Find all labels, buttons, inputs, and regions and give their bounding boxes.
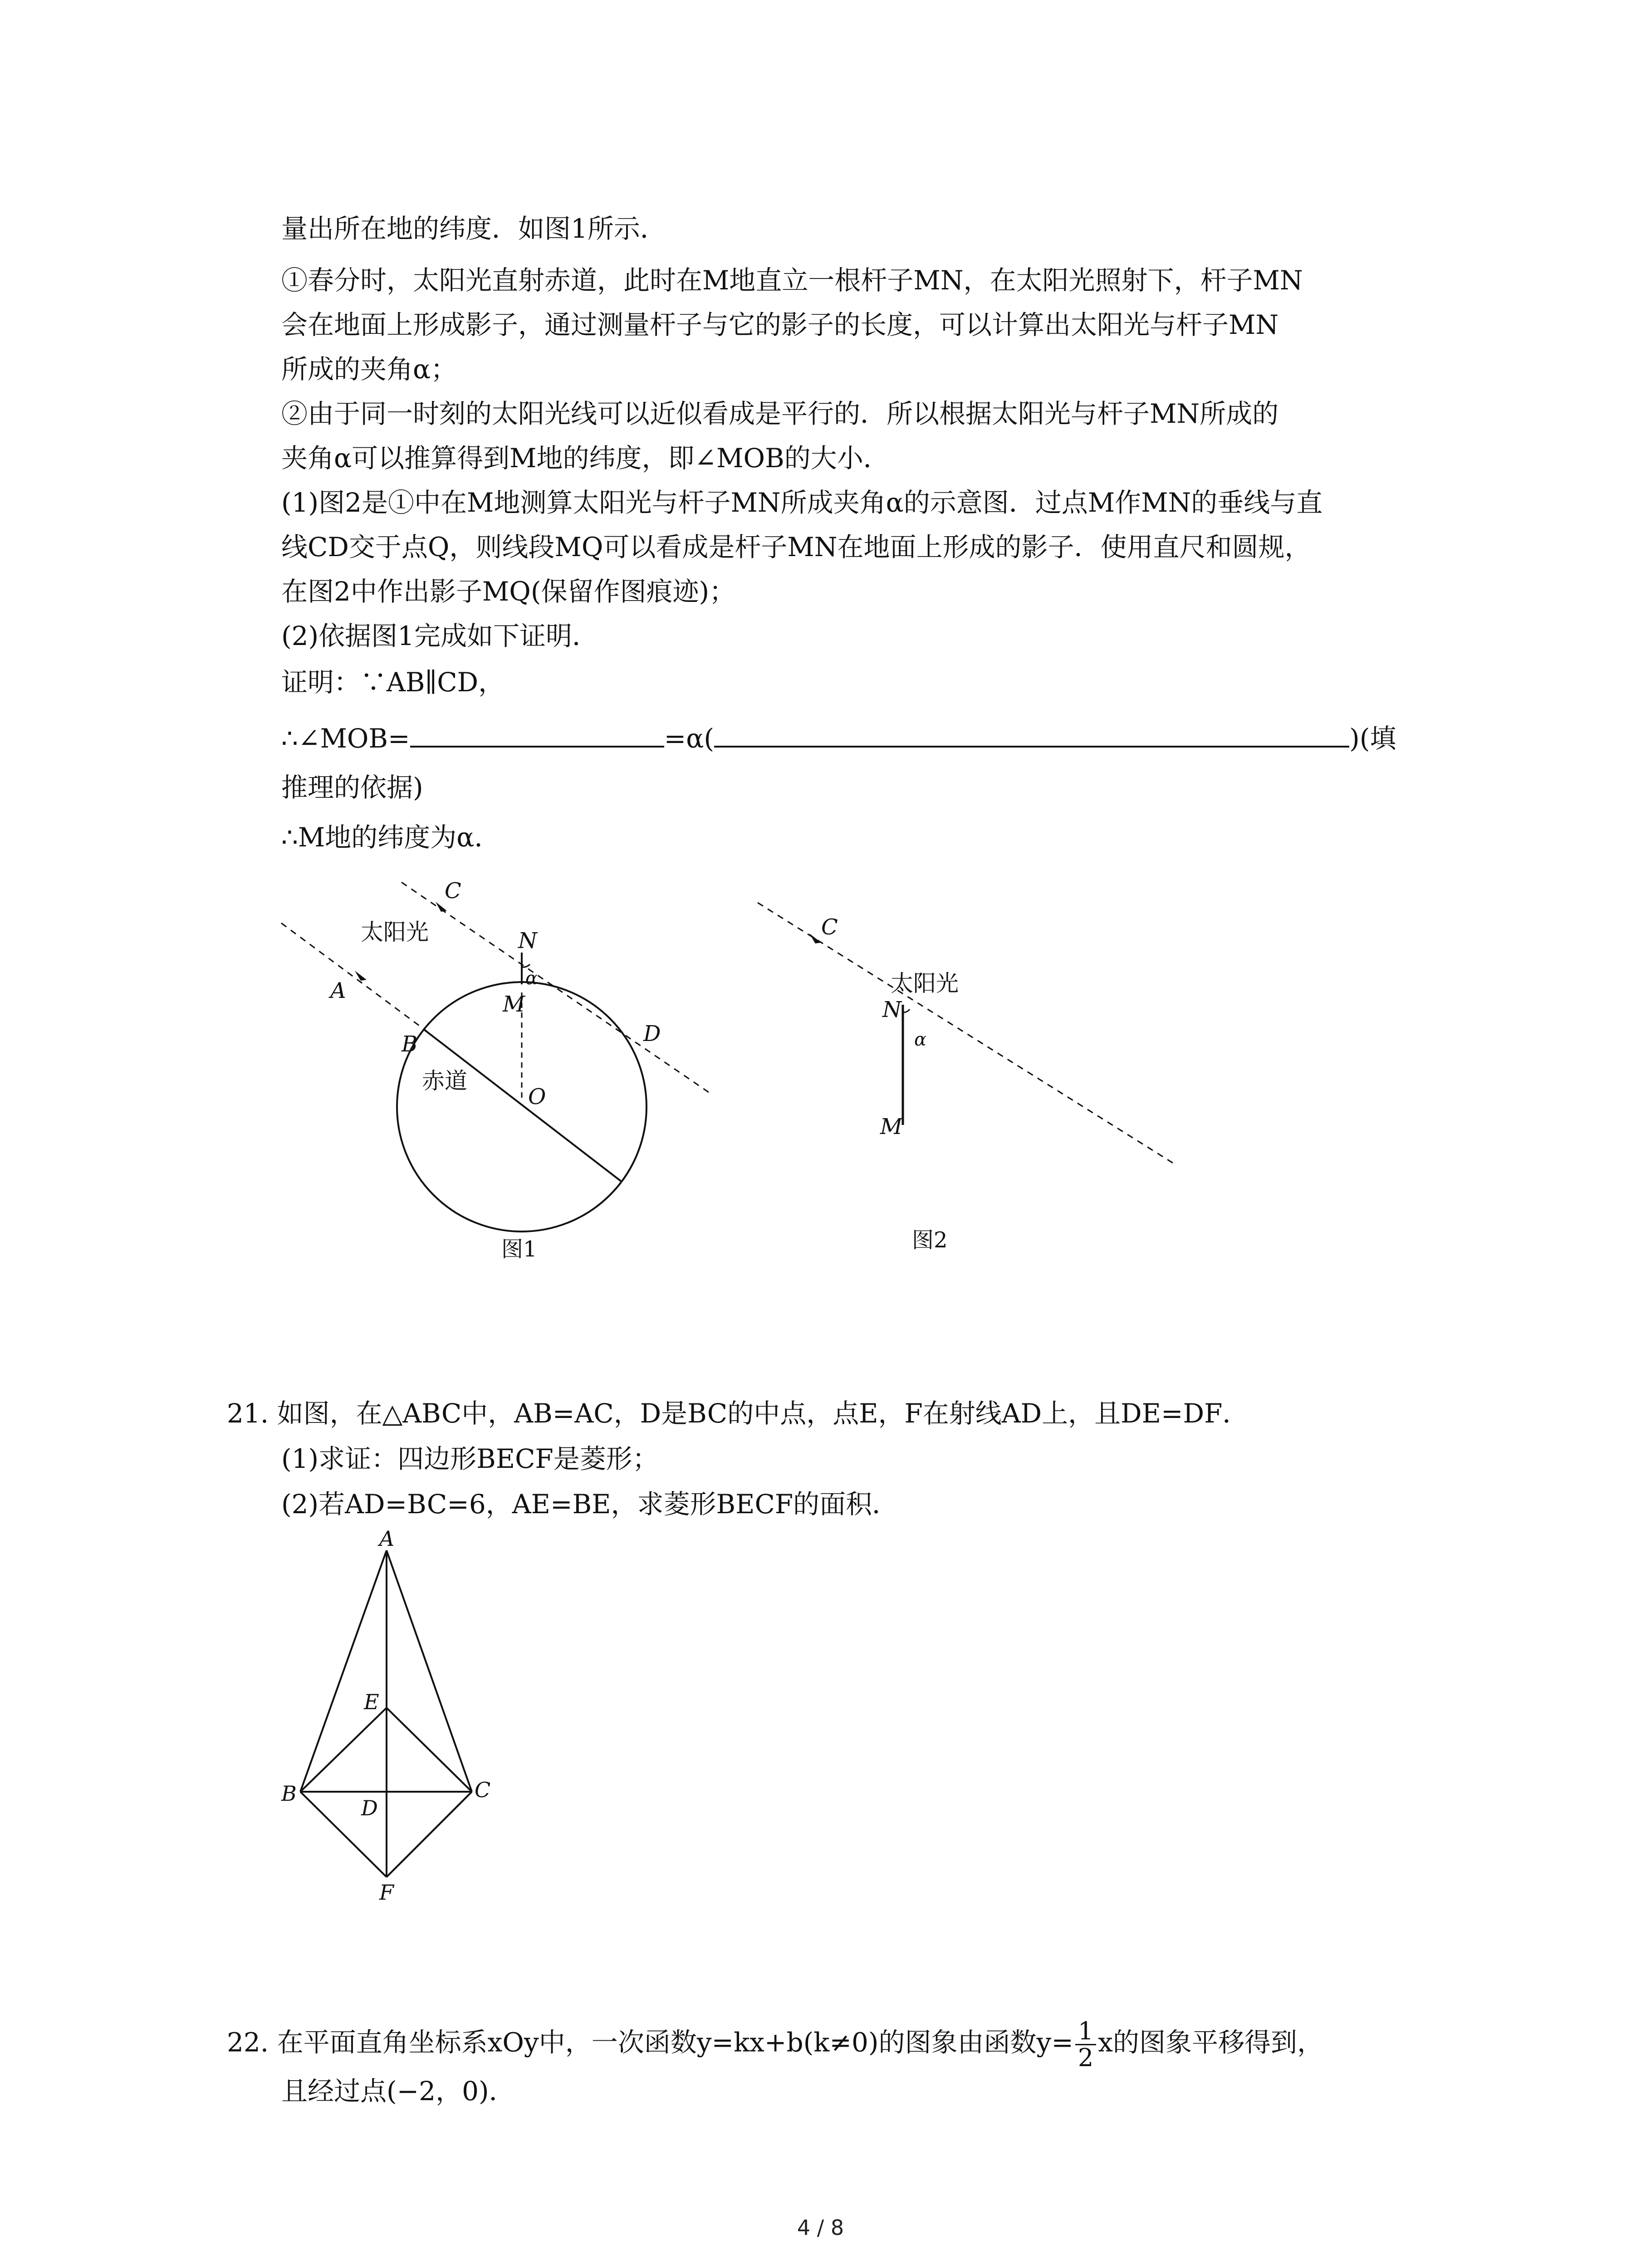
q20-part2: (2)依据图1完成如下证明． (281, 621, 599, 651)
q20-intro: 量出所在地的纬度．如图1所示． (281, 213, 666, 244)
proof-prefix: ∴∠MOB= (281, 723, 410, 754)
q20-proof-line1: 证明：∵AB∥CD， (281, 667, 505, 698)
sunlight-label: 太阳光 (361, 919, 429, 945)
proof-suffix: )(填 (1349, 723, 1396, 754)
label-c: C (821, 914, 838, 940)
label-c: C (475, 1778, 491, 1802)
fraction-one-half (1075, 2019, 1096, 2071)
label-b: B (281, 1781, 297, 1806)
arrow-a (355, 971, 367, 981)
label-o: O (528, 1084, 546, 1110)
q20-proof-line4: ∴M地的纬度为α． (281, 822, 501, 853)
answer-blank-1[interactable] (410, 720, 664, 748)
segment-be (300, 1708, 387, 1792)
sunlight-line (758, 903, 1177, 1166)
q21-line3: (2)若AD=BC=6，AE=BE，求菱形BECF的面积． (281, 1489, 899, 1520)
label-m: M (880, 1114, 903, 1139)
equator-line (424, 1030, 622, 1182)
q20-proof-line2 (281, 720, 1396, 755)
figure-2-caption: 图2 (912, 1227, 948, 1253)
q20-proof-line3: 推理的依据) (281, 772, 423, 803)
segment-cf (387, 1792, 472, 1877)
label-alpha: α (914, 1029, 927, 1050)
label-f: F (379, 1880, 394, 1905)
label-b: B (402, 1031, 418, 1057)
label-d: D (643, 1021, 661, 1046)
segment-ac (387, 1550, 472, 1792)
q20-part1-line2: 线CD交于点Q，则线段MQ可以看成是杆子MN在地面上形成的影子．使用直尺和圆规， (281, 532, 1311, 562)
label-alpha: α (525, 968, 538, 989)
arrow-c (809, 934, 821, 943)
label-d: D (361, 1796, 378, 1820)
q22-line1 (227, 2019, 1323, 2071)
figure-1-caption: 图1 (501, 1237, 537, 1262)
page-number: 4 / 8 (797, 2215, 844, 2240)
label-a: A (379, 1529, 395, 1551)
q22-line2: 且经过点(−2，0)． (281, 2076, 515, 2107)
q20-part1-line3: 在图2中作出影子MQ(保留作图痕迹)； (281, 576, 736, 607)
answer-blank-2[interactable] (714, 720, 1349, 748)
fraction-denominator: 2 (1078, 2043, 1094, 2072)
segment-ce (387, 1708, 472, 1792)
q21-line2: (1)求证：四边形BECF是菱形； (281, 1443, 659, 1474)
figure-q21 (272, 1529, 526, 1905)
segment-ab (300, 1550, 387, 1792)
q22-text-b: x的图象平移得到， (1098, 2027, 1323, 2058)
q20-step1-line3: 所成的夹角α； (281, 354, 457, 385)
earth-circle (397, 982, 647, 1232)
q20-step2-line1: ②由于同一时刻的太阳光线可以近似看成是平行的．所以根据太阳光与杆子MN所成的 (281, 398, 1279, 429)
label-n: N (518, 928, 537, 953)
label-e: E (364, 1690, 379, 1714)
figure-1 (254, 862, 753, 1270)
figure-2 (753, 885, 1207, 1270)
q20-step2-line2: 夹角α可以推算得到M地的纬度，即∠MOB的大小． (281, 443, 890, 474)
q20-step1-line1: ①春分时，太阳光直射赤道，此时在M地直立一根杆子MN，在太阳光照射下，杆子MN (281, 265, 1303, 296)
label-c: C (445, 878, 461, 904)
q20-part1-line1: (1)图2是①中在M地测算太阳光与杆子MN所成夹角α的示意图．过点M作MN的垂线与直 (281, 487, 1323, 518)
q20-step1-line2: 会在地面上形成影子，通过测量杆子与它的影子的长度，可以计算出太阳光与杆子MN (281, 309, 1279, 340)
q22-text-a: 22. 在平面直角坐标系xOy中，一次函数y=kx+b(k≠0)的图象由函数y= (227, 2027, 1073, 2058)
sunlight-label: 太阳光 (891, 970, 959, 997)
label-n: N (882, 997, 901, 1022)
q21-line1: 21. 如图，在△ABC中，AB=AC，D是BC的中点，点E，F在射线AD上，且DE=DF． (227, 1398, 1249, 1429)
fraction-numerator: 1 (1075, 2019, 1096, 2045)
equator-label: 赤道 (422, 1068, 467, 1094)
label-m: M (503, 992, 525, 1017)
proof-mid: =α( (664, 723, 715, 754)
label-a: A (330, 978, 346, 1003)
